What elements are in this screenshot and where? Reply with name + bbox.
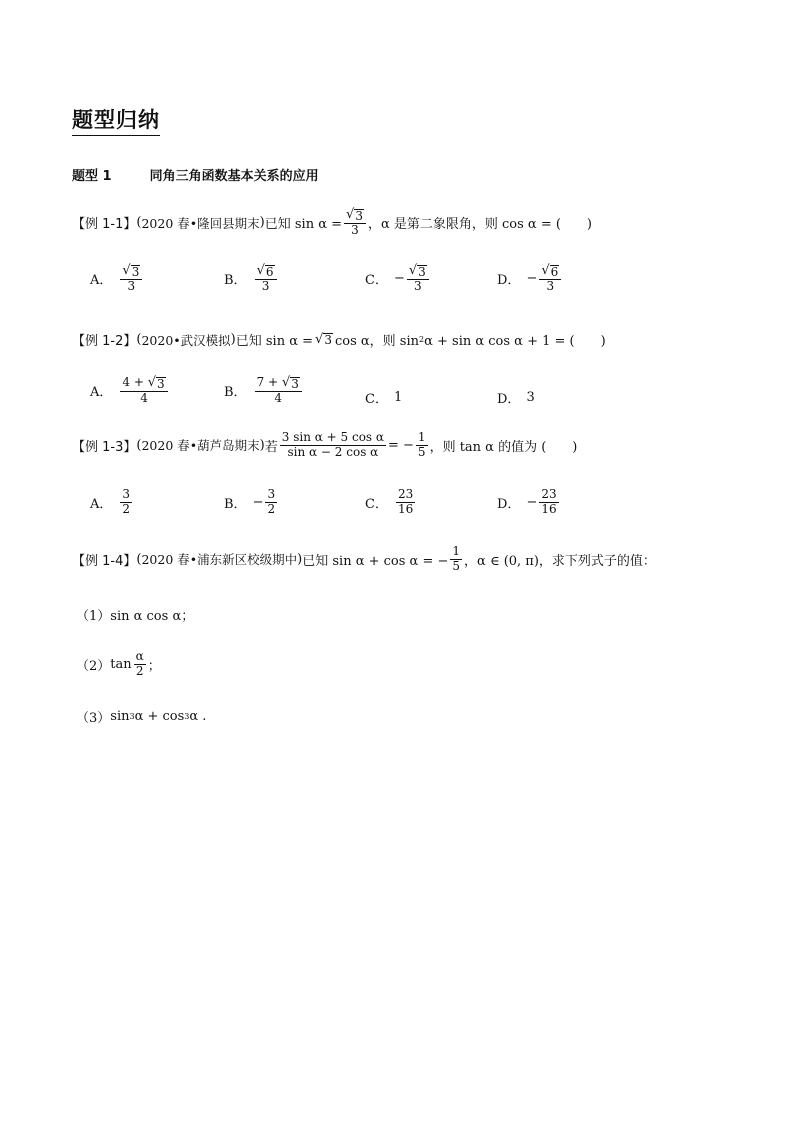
sub-question-3: （3） sin 3 α + cos 3 α . xyxy=(76,709,207,726)
question-tag: 例 1-4 xyxy=(85,553,124,569)
question-tag: 例 1-1 xyxy=(85,217,124,233)
stem-text: ，则 tan α 的值为 ( ) xyxy=(429,439,578,455)
option-b[interactable]: B． √ 6 3 xyxy=(224,264,279,294)
fraction: $\frac{1}{5}$ xyxy=(417,430,426,459)
option-a[interactable]: A． √ 3 3 xyxy=(90,264,144,294)
option-c[interactable]: C． 1 xyxy=(365,390,403,407)
section-name: 同角三角函数基本关系的应用 xyxy=(149,169,319,184)
stem-text: 已知 sin α + cos α = − xyxy=(302,553,449,569)
stem-text: 已知 sin α = xyxy=(235,334,314,349)
stem-text: cos α，则 sin xyxy=(334,334,419,349)
option-d[interactable]: D． 3 xyxy=(497,390,535,407)
option-c[interactable]: C． − √ 3 3 xyxy=(365,264,431,294)
stem-text: 已知 sin α = xyxy=(264,217,343,233)
question-1-stem: 【 例 1-1 】 ( 2020 春•隆回县期末 ) 已知 sin α = √ 3 3 ，α 是第二象限角，则 cos α = ( ) xyxy=(72,207,592,237)
fraction: √ 3 3 xyxy=(344,208,366,238)
question-source: 2020 春•隆回县期末 xyxy=(141,215,260,231)
question-source: 2020 春•葫芦岛期末 xyxy=(141,438,260,454)
option-b[interactable]: B． − $\frac{3}{2}$ xyxy=(224,487,276,516)
option-a[interactable]: A． 4 + √ 3 4 xyxy=(90,376,170,406)
question-3-stem: 【 例 1-3 】 ( 2020 春•葫芦岛期末 ) 若 $\frac{\text{3 sin α + 5 cos α}}{\text{sin α − 2 cos α}}$ = − $\frac{1}{5}$ ，则 tan α 的值为 ( ) xyxy=(72,430,578,459)
option-b[interactable]: B． 7 + √ 3 4 xyxy=(224,376,304,406)
question-tag: 例 1-2 xyxy=(85,334,124,349)
sub-question-1: （1） sin α cos α； xyxy=(76,609,195,624)
question-source: 2020•武汉模拟 xyxy=(141,332,231,348)
option-a[interactable]: A． $\frac{3}{2}$ xyxy=(90,487,131,516)
option-d[interactable]: D． − √ 6 3 xyxy=(497,264,563,294)
fraction: $\frac{1}{5}$ xyxy=(452,544,461,573)
question-tag: 例 1-3 xyxy=(85,439,124,455)
option-d[interactable]: D． − $\frac{23}{16}$ xyxy=(497,487,557,516)
section-label: 题型 1 xyxy=(72,169,112,184)
option-c[interactable]: C． $\frac{23}{16}$ xyxy=(365,487,414,516)
question-4-stem: 【 例 1-4 】 ( 2020 春•浦东新区校级期中 ) 已知 sin α + cos α = − $\frac{1}{5}$ ，α ∈ (0, π)，求下列式子的值： xyxy=(72,544,656,573)
question-2-stem: 【 例 1-2 】 ( 2020•武汉模拟 ) 已知 sin α = √ 3 cos α，则 sin 2 α + sin α cos α + 1 = ( ) xyxy=(72,332,606,349)
question-source: 2020 春•浦东新区校级期中 xyxy=(141,552,298,568)
stem-text: ，α ∈ (0, π)，求下列式子的值： xyxy=(464,553,656,569)
fraction: $\frac{\text{3 sin α + 5 cos α}}{\text{sin α − 2 cos α}}$ xyxy=(281,430,384,459)
section-heading xyxy=(72,165,319,184)
stem-text: ，α 是第二象限角，则 cos α = ( ) xyxy=(367,217,592,233)
stem-text: α + sin α cos α + 1 = ( ) xyxy=(424,334,606,349)
sub-question-2: （2） tan $\frac{\alpha}{2}$ ； xyxy=(76,649,161,678)
stem-text: 若 xyxy=(264,439,278,455)
page-title: 题型归纳 xyxy=(72,104,160,136)
